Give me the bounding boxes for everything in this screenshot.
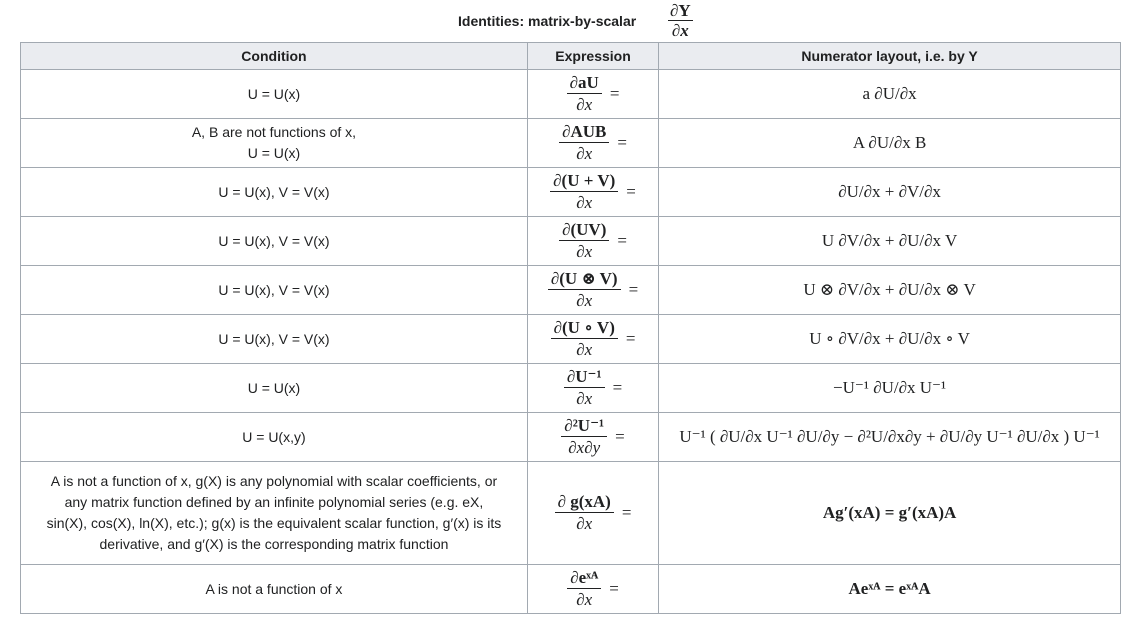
condition-cell: U = U(x) xyxy=(21,364,528,413)
equals-sign: = xyxy=(625,329,636,348)
table-row xyxy=(21,168,1121,217)
result-formula: ∂U/∂x + ∂V/∂x xyxy=(838,182,941,201)
result-formula: Aeˣᴬ = eˣᴬA xyxy=(848,579,931,598)
table-row xyxy=(21,462,1121,565)
condition-cell: U = U(x) xyxy=(21,70,528,119)
equals-sign: = xyxy=(612,378,623,397)
result-formula: −U⁻¹ ∂U/∂x U⁻¹ xyxy=(833,378,947,397)
condition-line: derivative, and g′(X) is the corresponding matrix function xyxy=(99,536,449,552)
expr-denominator: ∂x xyxy=(576,389,593,408)
table-row xyxy=(21,565,1121,614)
condition-cell: U = U(x), V = V(x) xyxy=(21,217,528,266)
condition-cell: A is not a function of x xyxy=(21,565,528,614)
result-cell xyxy=(659,119,1121,168)
expr-denominator: ∂x xyxy=(576,242,593,261)
expr-numerator: ∂aU xyxy=(567,72,602,94)
condition-cell xyxy=(21,119,528,168)
expr-denominator: ∂x xyxy=(576,144,593,163)
expression-cell xyxy=(527,266,658,315)
expression-fraction xyxy=(559,219,609,263)
expression-cell xyxy=(527,413,658,462)
condition-line: A is not a function of x, g(X) is any polynomial with scalar coefficients, or xyxy=(50,473,498,489)
equals-sign: = xyxy=(617,133,627,152)
table-row xyxy=(21,119,1121,168)
result-formula: Ag′(xA) = g′(xA)A xyxy=(822,503,957,522)
condition-cell: U = U(x), V = V(x) xyxy=(21,168,528,217)
result-formula: A ∂U/∂x B xyxy=(852,133,927,152)
result-formula: U ∂V/∂x + ∂U/∂x V xyxy=(821,231,958,250)
table-row xyxy=(21,364,1121,413)
expression-cell xyxy=(527,119,658,168)
caption-frac-numerator: ∂Y xyxy=(670,1,691,20)
equals-sign: = xyxy=(609,579,619,598)
condition-cell xyxy=(21,462,528,565)
result-cell xyxy=(659,315,1121,364)
condition-line: U = U(x) xyxy=(247,145,301,161)
expr-numerator: ∂(U ∘ V) xyxy=(551,317,618,339)
equals-sign: = xyxy=(615,427,625,446)
expression-fraction xyxy=(555,491,614,535)
expression-cell xyxy=(527,364,658,413)
expr-numerator: ∂AUB xyxy=(559,121,609,143)
table-row xyxy=(21,266,1121,315)
expression-fraction xyxy=(567,72,602,116)
expr-numerator: ∂(U ⊗ V) xyxy=(548,268,621,290)
expression-fraction xyxy=(550,170,618,214)
expr-denominator: ∂x xyxy=(576,514,593,533)
expression-cell xyxy=(527,315,658,364)
expression-cell xyxy=(527,462,658,565)
result-cell xyxy=(659,70,1121,119)
caption-fraction xyxy=(668,1,693,41)
result-cell xyxy=(659,413,1121,462)
expr-numerator: ∂U⁻¹ xyxy=(564,366,605,388)
header-expression: Expression xyxy=(527,43,658,70)
equals-sign: = xyxy=(626,182,636,201)
expression-cell xyxy=(527,70,658,119)
result-cell xyxy=(659,565,1121,614)
identities-table xyxy=(20,42,1121,614)
expr-denominator: ∂x xyxy=(576,95,593,114)
table-row xyxy=(21,217,1121,266)
equals-sign: = xyxy=(628,280,639,299)
expr-numerator: ∂²U⁻¹ xyxy=(561,415,607,437)
expr-denominator: ∂x xyxy=(576,590,593,609)
condition-cell: U = U(x,y) xyxy=(21,413,528,462)
result-formula: U ⊗ ∂V/∂x + ∂U/∂x ⊗ V xyxy=(803,280,976,299)
condition-cell: U = U(x), V = V(x) xyxy=(21,266,528,315)
table-caption xyxy=(20,0,1121,42)
expr-numerator: ∂(U + V) xyxy=(550,170,618,192)
result-formula: a ∂U/∂x xyxy=(862,84,917,103)
condition-cell: U = U(x), V = V(x) xyxy=(21,315,528,364)
table-row xyxy=(21,315,1121,364)
expression-fraction xyxy=(559,121,609,165)
expression-fraction xyxy=(567,567,601,611)
table-row xyxy=(21,413,1121,462)
expression-fraction xyxy=(548,268,621,312)
expr-numerator: ∂(UV) xyxy=(559,219,609,241)
expr-denominator: ∂x xyxy=(576,291,593,310)
header-numerator-layout: Numerator layout, i.e. by Y xyxy=(659,43,1121,70)
expression-cell xyxy=(527,168,658,217)
header-condition: Condition xyxy=(21,43,528,70)
expr-denominator: ∂x xyxy=(576,193,593,212)
equals-sign: = xyxy=(621,503,632,522)
expr-numerator: ∂eˣᴬ xyxy=(567,567,601,589)
expr-denominator: ∂x xyxy=(576,340,593,359)
result-cell xyxy=(659,217,1121,266)
expr-numerator: ∂ g(xA) xyxy=(555,491,614,513)
expression-fraction xyxy=(564,366,605,410)
result-cell xyxy=(659,168,1121,217)
equals-sign: = xyxy=(617,231,627,250)
expression-fraction xyxy=(551,317,618,361)
result-cell xyxy=(659,364,1121,413)
expression-cell xyxy=(527,217,658,266)
condition-line: A, B are not functions of x, xyxy=(191,124,357,140)
result-formula: U⁻¹ ( ∂U/∂x U⁻¹ ∂U/∂y − ∂²U/∂x∂y + ∂U/∂y U⁻¹ ∂U/∂x ) U⁻¹ xyxy=(679,427,1100,446)
condition-line: sin(X), cos(X), ln(X), etc.); g(x) is the equivalent scalar function, g′(x) is its xyxy=(46,515,502,531)
header-row xyxy=(21,43,1121,70)
caption-text: Identities: matrix-by-scalar xyxy=(458,13,637,29)
table-row xyxy=(21,70,1121,119)
caption-frac-denominator: ∂x xyxy=(671,21,689,40)
expression-fraction xyxy=(561,415,607,459)
equals-sign: = xyxy=(609,84,620,103)
result-formula: U ∘ ∂V/∂x + ∂U/∂x ∘ V xyxy=(809,329,970,348)
result-cell xyxy=(659,266,1121,315)
expr-denominator: ∂x∂y xyxy=(568,438,601,457)
expression-cell xyxy=(527,565,658,614)
result-cell xyxy=(659,462,1121,565)
condition-line: any matrix function defined by an infinite polynomial series (e.g. eX, xyxy=(64,494,484,510)
